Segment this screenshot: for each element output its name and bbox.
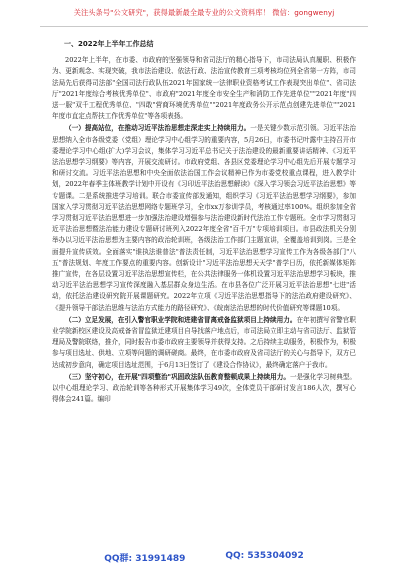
paragraph-2-body: 在年初撰写省警官职业学院新校区建设及高戒备省冒监狱迁建项目自导找落户地点后，市司法局立即主动与省司法厅、监狱管理局及警院联络，推介，同时报告市委市政府主要领导并获得支持。之后持续主动服务，积极作为，积极参与项目选址、供地、立项等问题的调研磋商。最终，在市委市政府及省司法厅的关心与指导下，双方已达成初步意向，确定项目选址范围，于6月13日签订了《建设合作协议》，最终确定落户于我市。 bbox=[52, 315, 356, 369]
paragraph-1-heading: （一）提高站位，在推动习近平法治思想走深走实上持续用力。 bbox=[65, 124, 251, 133]
banner-text: 关注头条号"公文研究"，获得最新最全最专业的公文资料库！ 微信：gongwenyj bbox=[73, 8, 335, 17]
footer-qq-group: QQ群: 31991489 bbox=[104, 554, 186, 564]
top-banner bbox=[0, 0, 408, 26]
footer-contact bbox=[0, 551, 408, 565]
intro-paragraph: 2022年上半年，在市委、市政府的坚强领导和省司法厅的精心指导下，市司法局认真履职、积极作为、更新观念、实现突破，我市法治建设、依法行政、法治宣传教育三项考核均位列全省第一方阵，市司法局先后获得司法部"全国司法行政队伍2021年国家统一法律职业资格考试工作表现突出单位"、省司法厅"2021年度综合考核优秀单位"、市政府"2021年度全市安全生产和消防工作先进单位""2021年度"四送一服"双千工程优秀单位、"四敢"营商环境优秀单位""2021年度政务公开示范点创建先进单位""2021年度市直定点帮扶工作优秀单位"等各项表扬。 bbox=[52, 56, 356, 121]
paragraph-2-heading: （二）立足发展，在引入警官职业学院和进建省冒离戒备监狱项目上持续用力。 bbox=[65, 315, 297, 324]
footer-qq: QQ: 535304092 bbox=[225, 551, 304, 561]
document-page bbox=[52, 36, 356, 536]
paragraph-3-body: 一是强化学习树典型。以中心组理论学习、政治轮训等各种形式开展集体学习49次，全体党员干部研讨发言186人次，撰写心得体会241篇。编印 bbox=[52, 372, 356, 404]
paragraph-1 bbox=[52, 123, 356, 313]
paragraph-1-body: 一是关键少数示范引领。习近平法治思想纳入全市各级党委（党组）理论学习中心组学习的重要内容，5月26日，市委书记叶露中主持召开市委理论学习中心组(扩大)学习会议，集体学习习近平总书记关于法治建设的最新重要讲话精神、《习近平法治思想学习纲要》等内容，开展交流研讨。市政府党组、各县区党委理论学习中心组先后开展专题学习和研讨交流。习近平法治思想和中央全面依法治国工作会议精神已作为市委党校重点课程，进入教学计划，2022年春季主体班教学计划中开设有《习印近平法治思想解读》《深入学习领会习近平法治思想》等专题课。二是系统推进学习培训。联合市委宣传部发通知，组织学习《习近平法治思想学习纲要》，参加国家入学习贯彻习近平法治思想网络专题班学习，全市xx万参训学员，考核通过率100%。组织参加全省学习贯彻习近平法治思想进一步加强法治建设增强参与法治建设新时代法治工作专题班。全市学习贯彻习近平法治思想暨法治能力建设专题研讨班列入2022年度全省"百千万"专项培训项目。市县政法机关分别举办以习近平法治思想为主要内容的政治轮训班，各级法治工作部门主题宣讲，全覆盖培训到岗。三是全面提升宣传质效。全面落实"谁执法谁普法"普法责任制，习近平法治思想学习宣传工作为各级各部门"八五"普法规划、年度工作要点的重要内容。创新设计"习近平法治思想天天学"普学日历，依托新媒体矩阵推广宣传，在各层设置习近平法治思想宣传栏，在公共法律服务一体机设置习近平法治思想学习板块，推动习近平法治思想学习宣传深度融入基层群众身边生活。在市县各位广泛开展习近平法治思想"七进"活动，依托法治建设研究院开展课题研究。2022年立项《习近平法治思想指导下的法治政府建设研究》、《提升领导干部法治思维与法治方式能力的路径研究》、《皖南法治思想的时代价值研究等课题10项。 bbox=[52, 124, 356, 312]
banner-divider bbox=[40, 26, 368, 27]
paragraph-3-heading: （三）坚守初心，在开展"四项整治"巩固政法队伍教育整顿成果上持续用力。 bbox=[65, 372, 290, 381]
paragraph-2 bbox=[52, 315, 356, 371]
paragraph-3 bbox=[52, 372, 356, 406]
section-heading: 一、2022年上半年工作总结 bbox=[64, 40, 154, 48]
